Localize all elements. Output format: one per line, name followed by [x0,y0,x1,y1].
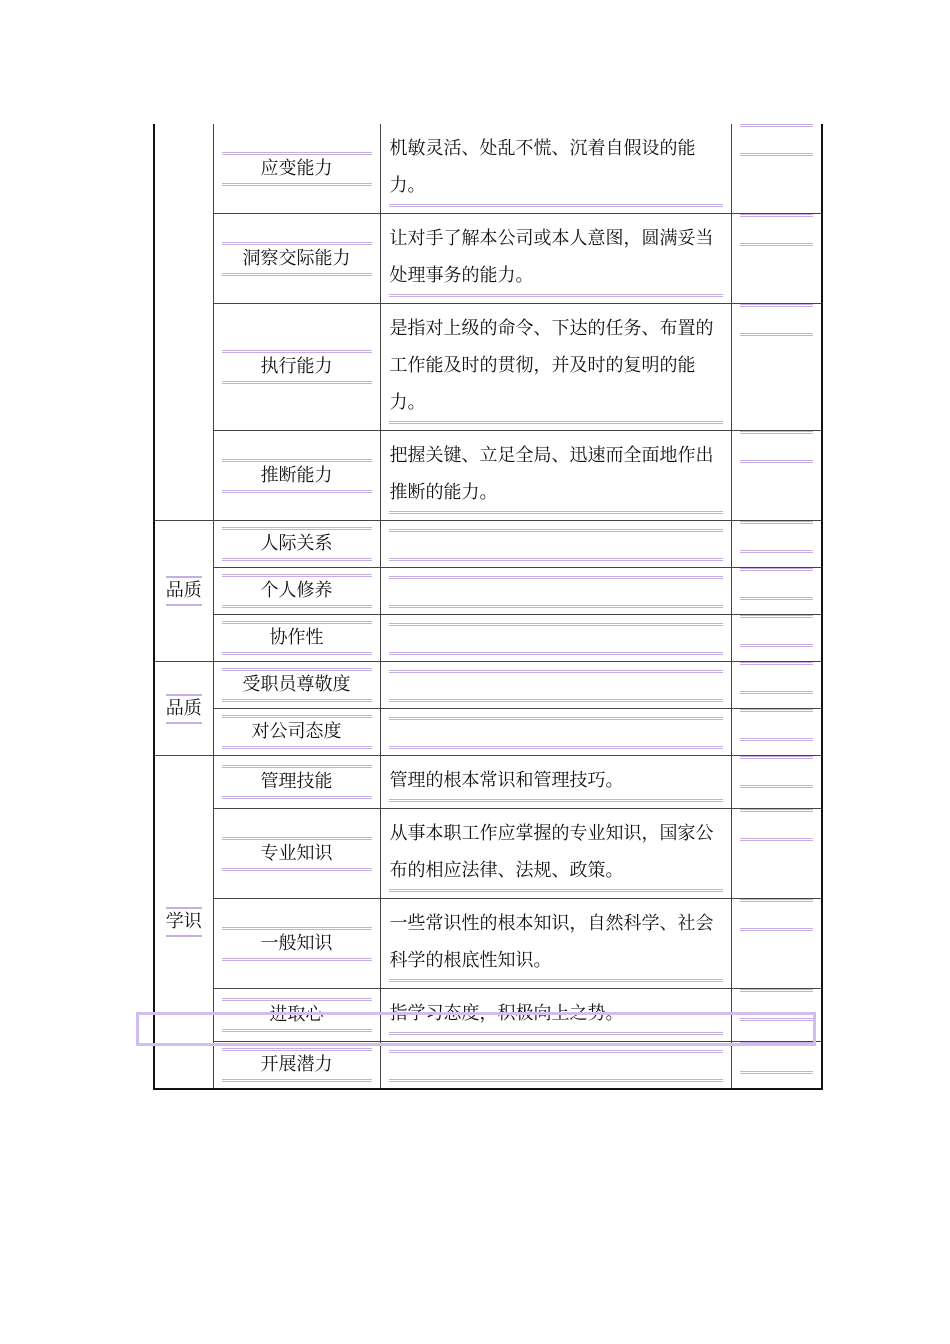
item-desc[interactable]: 是指对上级的命令、下达的任务、布置的工作能及时的贯彻，并及时的复明的能力。 [389,310,723,424]
item-desc-cell [380,709,731,756]
note-field[interactable] [136,1012,816,1046]
item-name-cell [213,431,380,521]
item-name[interactable]: 洞察交际能力 [222,242,372,276]
item-desc[interactable]: 从事本职工作应掌握的专业知识，国家公布的相应法律、法规、政策。 [389,815,723,892]
item-desc-cell [380,899,731,989]
item-desc[interactable]: 管理的根本常识和管理技巧。 [389,762,723,802]
evaluation-table [153,124,823,1090]
item-desc-cell [380,304,731,431]
score-cell [731,431,822,521]
table-row [154,756,822,809]
score-cell [731,521,822,568]
score-cell [731,809,822,899]
item-desc[interactable]: 让对手了解本公司或本人意图，圆满妥当处理事务的能力。 [389,220,723,297]
score-field[interactable] [740,709,814,741]
score-cell [731,899,822,989]
item-desc[interactable] [389,623,723,655]
table-row [154,214,822,304]
item-desc-cell [380,214,731,304]
item-name-cell [213,899,380,989]
item-name-cell [213,214,380,304]
table-row [154,809,822,899]
item-name-cell [213,809,380,899]
item-desc[interactable] [389,1050,723,1082]
item-name[interactable]: 对公司态度 [222,715,372,749]
table-row [154,615,822,662]
score-field[interactable] [740,214,814,246]
item-desc-cell [380,756,731,809]
category-cell-quality [154,662,213,756]
item-desc-cell [380,431,731,521]
score-field[interactable] [740,521,814,553]
item-desc[interactable]: 一些常识性的根本知识，自然科学、社会科学的根底性知识。 [389,905,723,982]
item-name[interactable]: 专业知识 [222,837,372,871]
table-row [154,568,822,615]
item-name-cell [213,709,380,756]
item-desc-cell [380,521,731,568]
item-desc-cell [380,568,731,615]
item-desc[interactable]: 机敏灵活、处乱不慌、沉着自假设的能力。 [389,130,723,207]
category-label: 品质 [166,576,202,606]
item-name[interactable]: 管理技能 [222,765,372,799]
table-row [154,521,822,568]
item-name-cell [213,124,380,214]
item-desc[interactable]: 指学习态度，积极向上之势。 [389,995,723,1035]
item-name-cell [213,568,380,615]
score-field[interactable] [740,568,814,600]
item-desc[interactable] [389,670,723,702]
score-cell [731,756,822,809]
item-desc[interactable]: 把握关键、立足全局、迅速而全面地作出推断的能力。 [389,437,723,514]
score-cell [731,304,822,431]
score-cell [731,615,822,662]
item-name[interactable]: 开展潜力 [222,1048,372,1082]
category-label: 学识 [166,907,202,937]
category-cell-quality [154,521,213,662]
item-name[interactable]: 人际关系 [222,527,372,561]
score-field[interactable] [740,615,814,647]
score-field[interactable] [740,431,814,463]
item-name[interactable]: 一般知识 [222,927,372,961]
score-cell [731,1042,822,1090]
score-cell [731,662,822,709]
score-cell [731,124,822,214]
category-label: 品质 [166,694,202,724]
item-name[interactable]: 进取心 [222,998,372,1032]
item-name[interactable]: 应变能力 [222,152,372,186]
item-name[interactable]: 推断能力 [222,459,372,493]
table-row [154,709,822,756]
item-name[interactable]: 个人修养 [222,574,372,608]
item-name[interactable]: 执行能力 [222,350,372,384]
score-field[interactable] [740,1042,814,1074]
item-name-cell [213,1042,380,1090]
item-name-cell [213,615,380,662]
item-desc[interactable] [389,576,723,608]
item-desc-cell [380,124,731,214]
table-row [154,304,822,431]
score-field[interactable] [740,899,814,931]
item-desc-cell [380,809,731,899]
score-field[interactable] [740,809,814,841]
item-desc-cell [380,662,731,709]
item-desc[interactable] [389,717,723,749]
item-name-cell [213,521,380,568]
item-name[interactable]: 受职员尊敬度 [222,668,372,702]
item-name-cell [213,304,380,431]
category-cell-ability [154,124,213,521]
item-name-cell [213,662,380,709]
item-name-cell [213,756,380,809]
table-row [154,899,822,989]
score-cell [731,709,822,756]
score-cell [731,214,822,304]
item-desc-cell [380,615,731,662]
score-cell [731,568,822,615]
score-field[interactable] [740,124,814,156]
table-row [154,431,822,521]
score-field[interactable] [740,756,814,788]
score-field[interactable] [740,662,814,694]
item-desc-cell [380,1042,731,1090]
score-field[interactable] [740,304,814,336]
table-row [154,662,822,709]
table-row [154,124,822,214]
item-name[interactable]: 协作性 [222,621,372,655]
item-desc[interactable] [389,529,723,561]
table-row [154,1042,822,1090]
